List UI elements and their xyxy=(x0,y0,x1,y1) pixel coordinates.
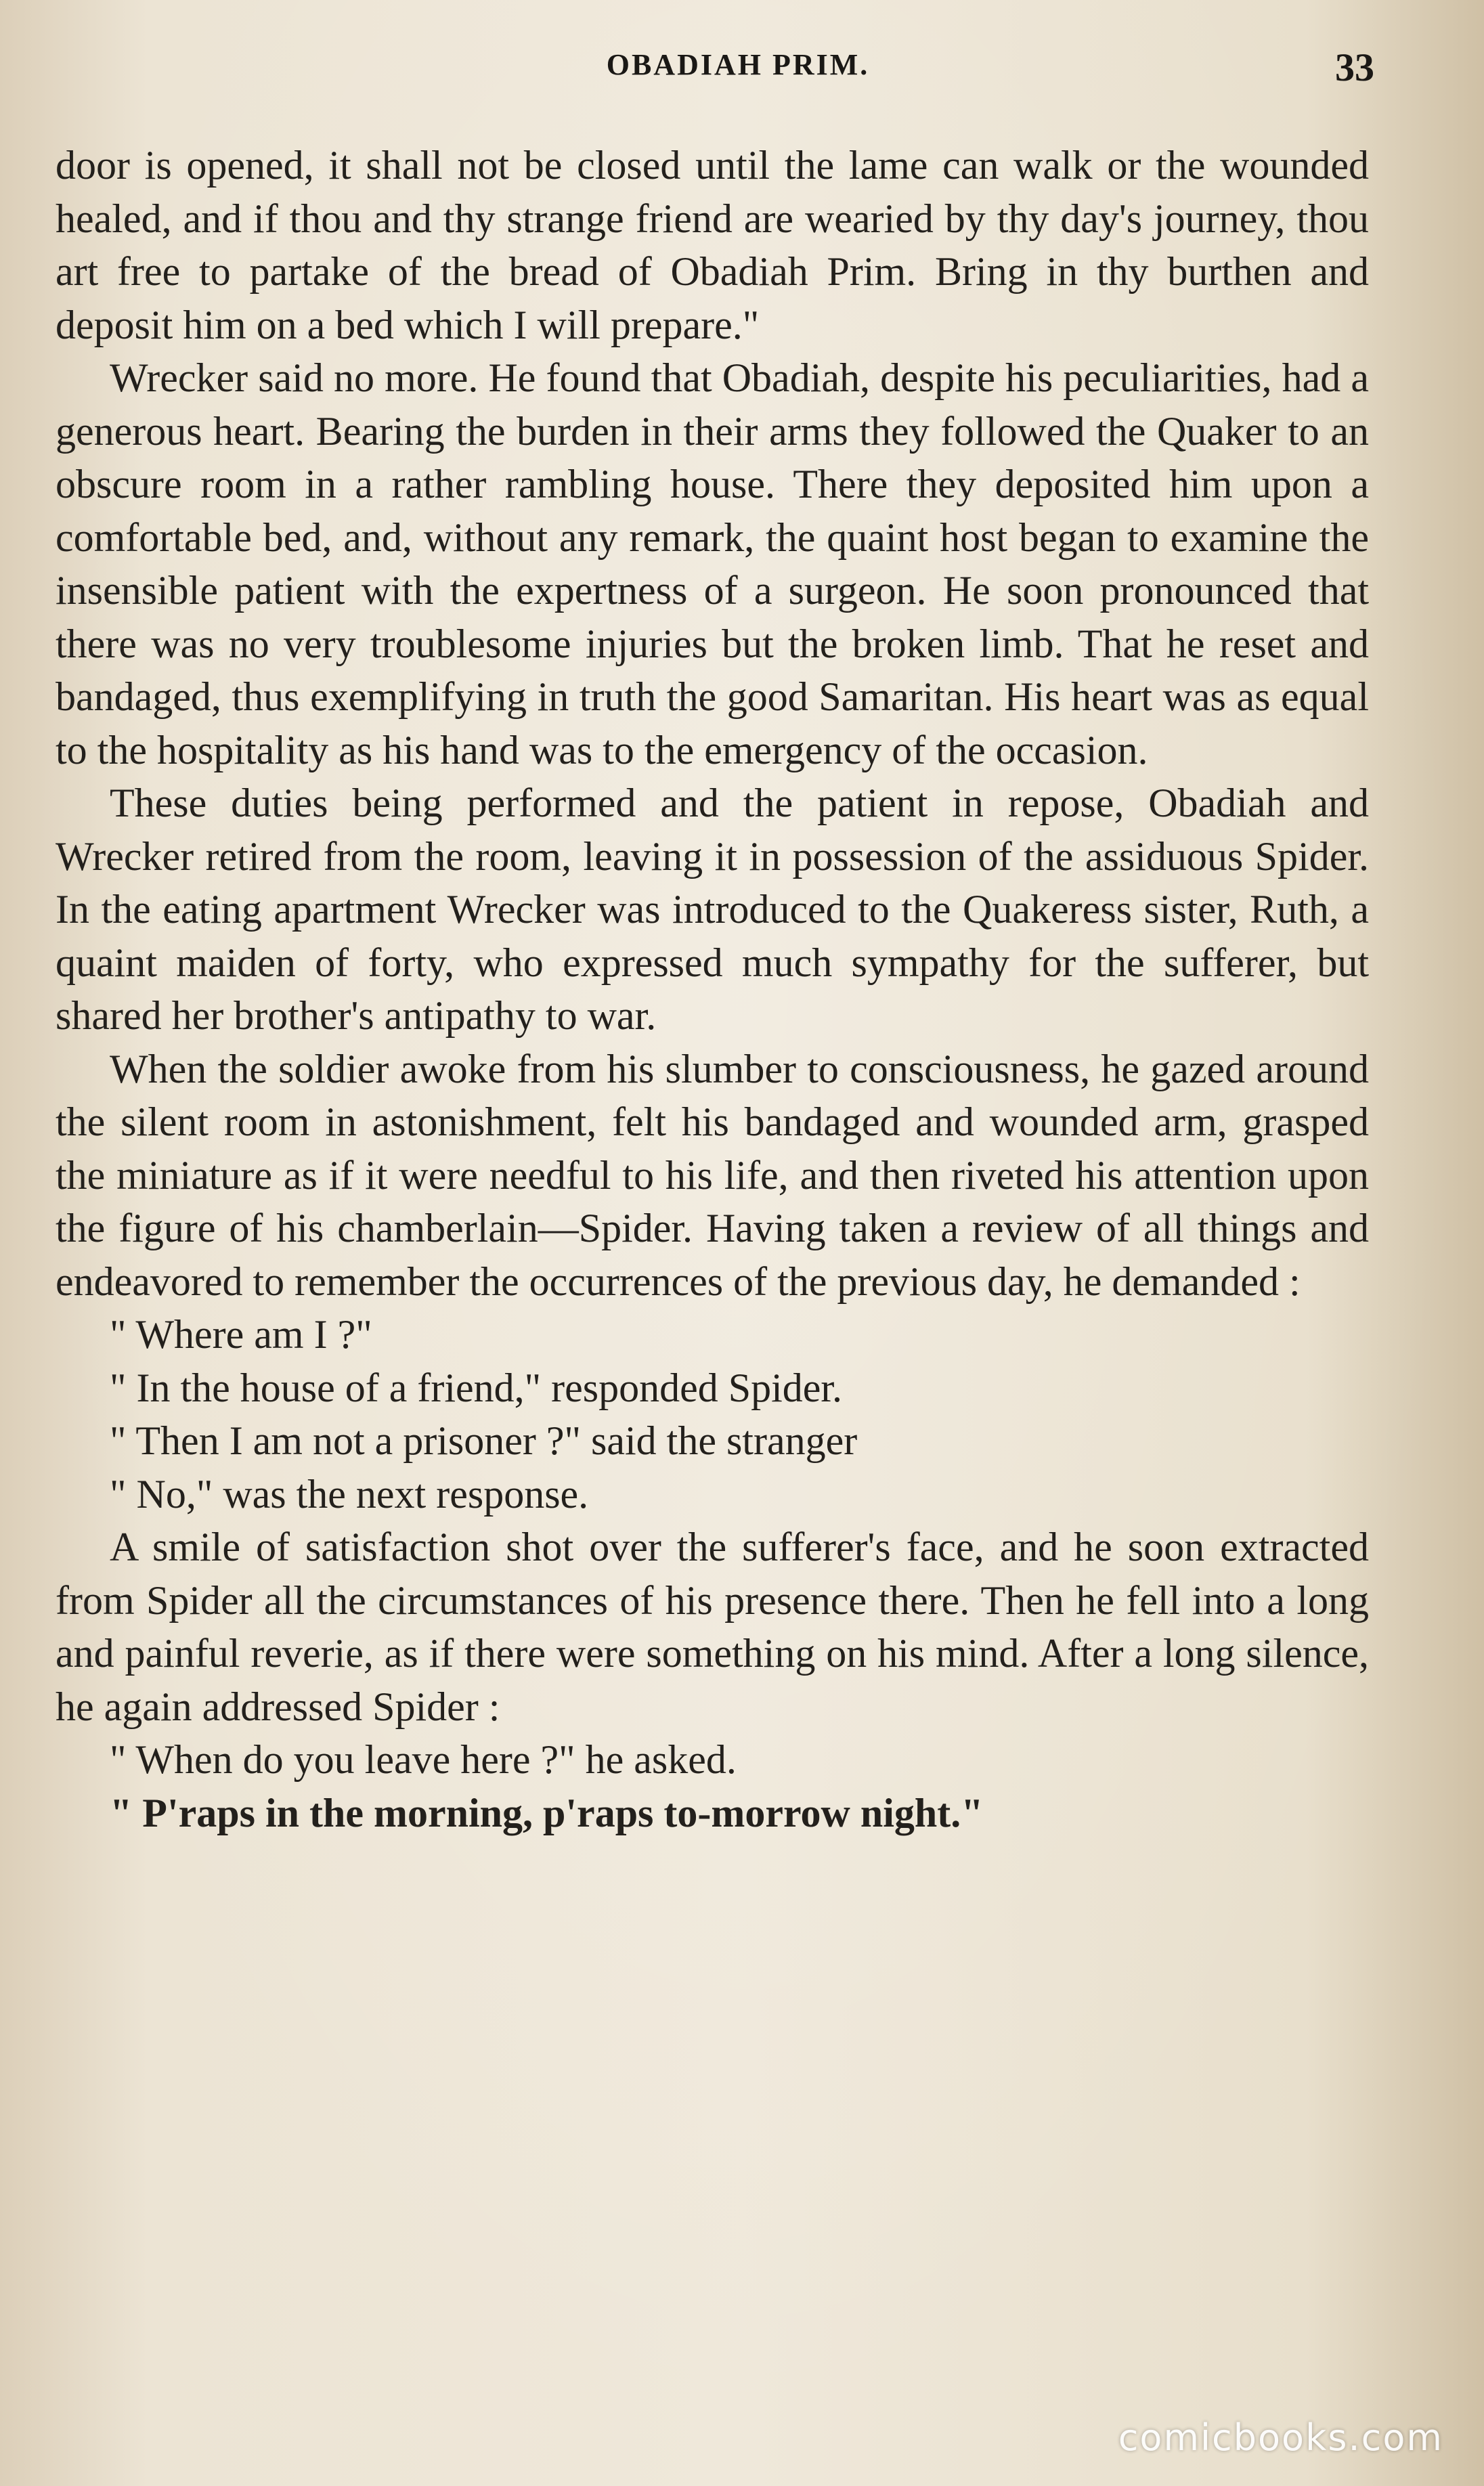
dialogue-line: " Then I am not a prisoner ?" said the stranger xyxy=(110,1418,858,1463)
paragraph-continued: door is opened, it shall not be closed until the lame can walk or the wounded healed, and if thou and thy strange friend are wearied by thy day's journey, thou art free to partake of the bread of Obadiah Prim. Bring in thy burthen and deposit him on a bed which I will prepare." xyxy=(56,143,1369,347)
dialogue-line: " No," was the next response. xyxy=(110,1471,589,1517)
body-text xyxy=(56,139,1369,1839)
dialogue-line: " Where am I ?" xyxy=(110,1312,372,1357)
page-number: 33 xyxy=(1335,45,1374,89)
paragraph: These duties being performed and the patient in repose, Obadiah and Wrecker retired from the room, leaving it in possession of the assiduous Spider. In the eating apartment Wrecker was introduced to the Quakeress sister, Ruth, a quaint maiden of forty, who expressed much sympathy for the sufferer, but shared her brother's antipathy to war. xyxy=(56,781,1369,1038)
paragraph: Wrecker said no more. He found that Obadiah, despite his peculiarities, had a generous heart. Bearing the burden in their arms they followed the Quaker to an obscure room in a rather rambling house. There they deposited him upon a comfortable bed, and, without any remark, the quaint host began to examine the insensible patient with the expertness of a surgeon. He soon pronounced that there was no very troublesome injuries but the broken limb. That he reset and bandaged, thus exemplifying in truth the good Samaritan. His heart was as equal to the hospitality as his hand was to the emergency of the occasion. xyxy=(56,355,1369,772)
paragraph: When the soldier awoke from his slumber to consciousness, he gazed around the silent room in astonishment, felt his bandaged and wounded arm, grasped the miniature as if it were needful to his life, and then riveted his attention upon the figure of his chamberlain—Spider. Having taken a review of all things and endeavored to remember the occurrences of the previous day, he demanded : xyxy=(56,1046,1369,1304)
dialogue-line: " In the house of a friend," responded Spider. xyxy=(110,1365,843,1410)
running-head xyxy=(102,47,1374,95)
running-title: OBADIAH PRIM. xyxy=(606,48,870,81)
paragraph: A smile of satisfaction shot over the sufferer's face, and he soon extracted from Spider all the circumstances of his presence there. Then he fell into a long and painful reverie, as if there were something on his mind. After a long silence, he again addressed Spider : xyxy=(56,1525,1369,1729)
dialogue-line: " When do you leave here ?" he asked. xyxy=(110,1737,737,1782)
watermark: comicbooks.com xyxy=(1118,2416,1443,2459)
dialogue-line: " P'raps in the morning, p'raps to-morrow night." xyxy=(110,1790,984,1835)
